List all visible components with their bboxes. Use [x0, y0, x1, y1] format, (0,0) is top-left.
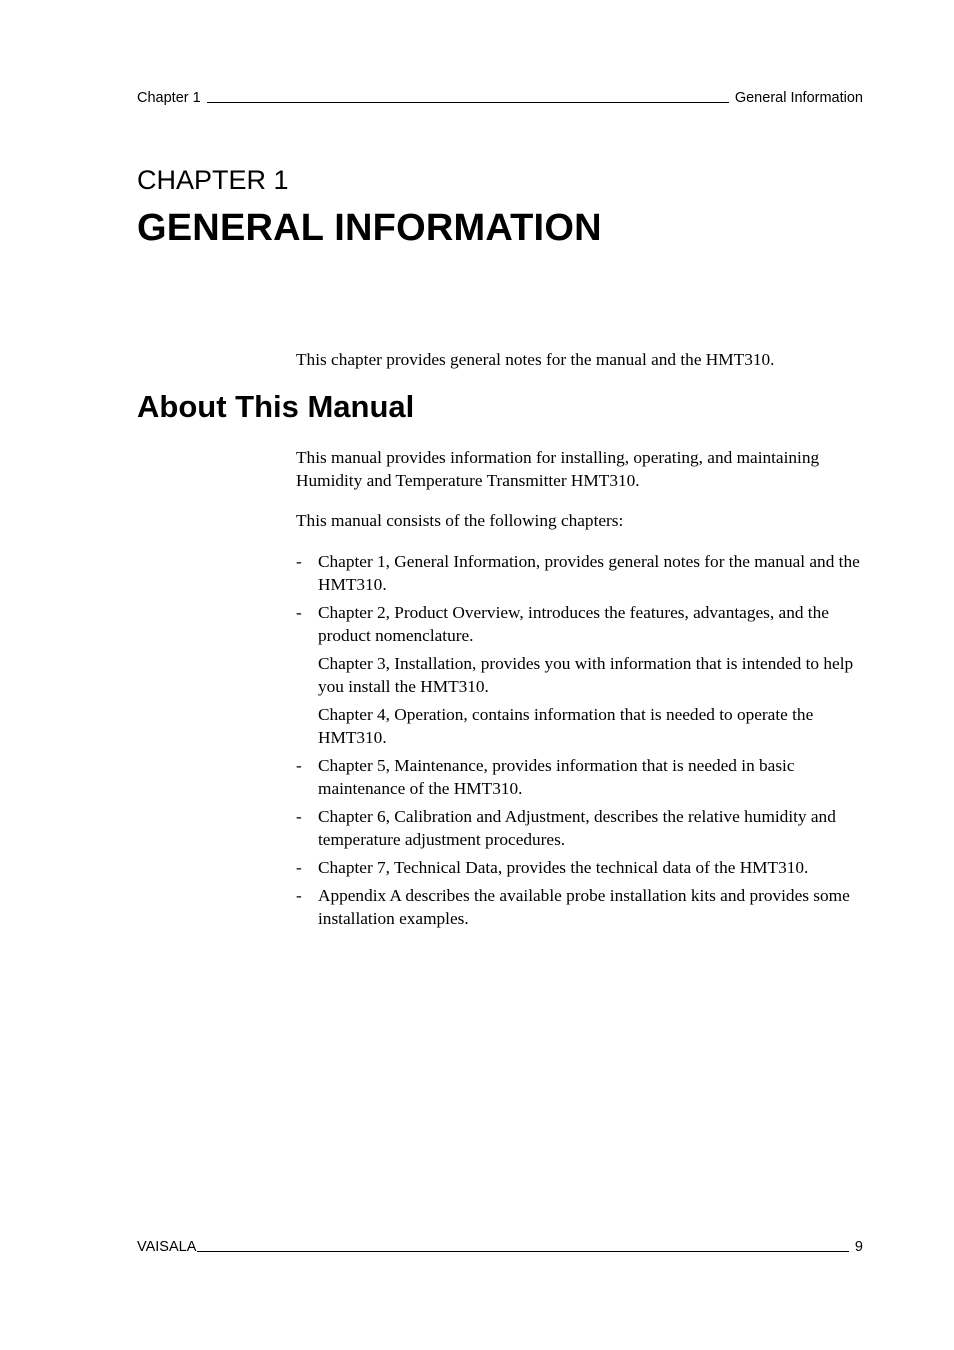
list-bullet: -: [296, 756, 302, 775]
chapter-title: GENERAL INFORMATION: [137, 207, 602, 249]
header-title: General Information: [734, 90, 863, 106]
section-paragraph: This manual consists of the following chapters:: [296, 511, 624, 530]
chapter-list: [296, 550, 868, 935]
header-rule: [207, 102, 729, 103]
list-item-text: Chapter 5, Maintenance, provides information that is needed in basic maintenance of the HMT310.: [318, 756, 795, 798]
section-paragraph: This manual provides information for installing, operating, and maintaining Humidity and Temperature Transmitter HMT310.: [296, 448, 820, 490]
chapter-number: CHAPTER 1: [137, 165, 289, 195]
list-item-text: Appendix A describes the available probe installation kits and provides some installation examples.: [318, 886, 850, 928]
list-item: [296, 550, 868, 596]
list-item: [296, 652, 868, 698]
list-item-text: Chapter 6, Calibration and Adjustment, describes the relative humidity and temperature adjustment procedures.: [318, 807, 836, 849]
list-item-text: Chapter 1, General Information, provides general notes for the manual and the HMT310.: [318, 552, 860, 594]
list-bullet: -: [296, 603, 302, 622]
list-bullet: -: [296, 552, 302, 571]
list-item-text: Chapter 2, Product Overview, introduces the features, advantages, and the product nomenclature.: [318, 603, 829, 645]
list-bullet: -: [296, 807, 302, 826]
header-chapter: Chapter 1: [137, 90, 201, 106]
footer-rule: [197, 1251, 849, 1252]
section-heading: About This Manual: [137, 389, 415, 424]
list-item: [296, 884, 868, 930]
list-item-text: Chapter 3, Installation, provides you with information that is intended to help you install the HMT310.: [318, 654, 854, 696]
page-footer: [137, 1239, 863, 1256]
list-bullet: -: [296, 886, 302, 905]
page-header: [137, 90, 863, 107]
list-item: [296, 805, 868, 851]
list-item: [296, 754, 868, 800]
page-number: 9: [854, 1239, 863, 1255]
chapter-intro: This chapter provides general notes for the manual and the HMT310.: [296, 350, 775, 369]
list-item-text: Chapter 7, Technical Data, provides the technical data of the HMT310.: [318, 858, 809, 877]
footer-company: VAISALA: [137, 1239, 197, 1255]
list-item: [296, 856, 868, 879]
list-item-text: Chapter 4, Operation, contains information that is needed to operate the HMT310.: [318, 705, 814, 747]
list-item: [296, 601, 868, 647]
list-bullet: -: [296, 858, 302, 877]
list-item: [296, 703, 868, 749]
